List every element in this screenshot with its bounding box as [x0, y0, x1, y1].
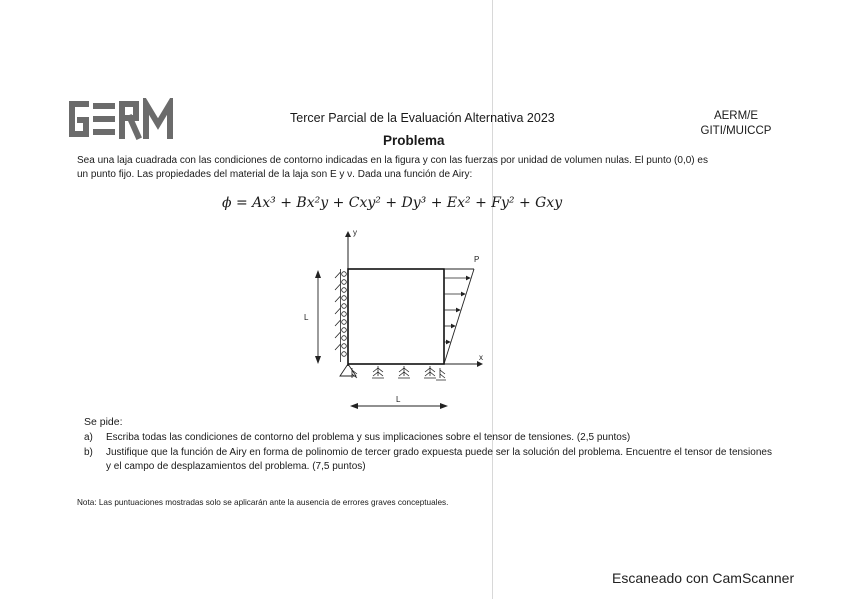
scanner-watermark: Escaneado con CamScanner: [612, 570, 795, 586]
plate-figure: [300, 226, 500, 414]
problem-statement: [77, 154, 777, 182]
left-roller-support: [335, 269, 346, 362]
exam-title: Tercer Parcial de la Evaluación Alternativa 2023: [290, 111, 555, 125]
task-list: [84, 431, 774, 475]
y-axis-label: y: [353, 228, 357, 237]
task-b-text: Justifique que la función de Airy en forma de polinomio de tercer grado expuesta puede ser la solución del problema. Encuentre el tensor de tensiones y el campo de desplazamientos del problema. (7,5 puntos): [106, 447, 772, 472]
load-label: P: [474, 255, 480, 264]
task-b: [84, 446, 774, 474]
width-label: L: [396, 395, 401, 404]
x-axis-label: x: [479, 353, 483, 362]
germ-logo: [62, 98, 180, 140]
course-code: [700, 109, 772, 139]
statement-line-1: Sea una laja cuadrada con las condiciones de contorno indicadas en la figura y con las fuerzas por unidad de volumen nulas. El punto (0,0) es: [77, 155, 708, 166]
course-code-line1: AERM/E: [713, 110, 759, 122]
load-arrows: [444, 278, 470, 342]
linear-load: [444, 269, 474, 364]
task-a-text: Escriba todas las condiciones de contorno del problema y sus implicaciones sobre el tensor de tensiones. (2,5 puntos): [106, 432, 631, 443]
task-a: [84, 431, 774, 445]
tasks-intro: Se pide:: [84, 416, 123, 428]
square-plate: [348, 269, 444, 364]
problem-heading: Problema: [383, 133, 445, 148]
height-label: L: [304, 313, 309, 322]
course-code-line2: GITI/MUICCP: [700, 125, 772, 137]
grading-note: Nota: Las puntuaciones mostradas solo se aplicarán ante la ausencia de errores graves conceptuales.: [77, 498, 449, 507]
task-a-label: a): [84, 432, 93, 443]
airy-function-formula: ϕ = Ax³ + Bx²y + Cxy² + Dy³ + Ex² + Fy² + Gxy: [222, 195, 563, 211]
task-b-label: b): [84, 447, 93, 458]
statement-line-2: un punto fijo. Las propiedades del material de la laja son E y ν. Dada una función de Airy:: [77, 169, 473, 180]
bottom-roller-supports: [352, 366, 446, 380]
